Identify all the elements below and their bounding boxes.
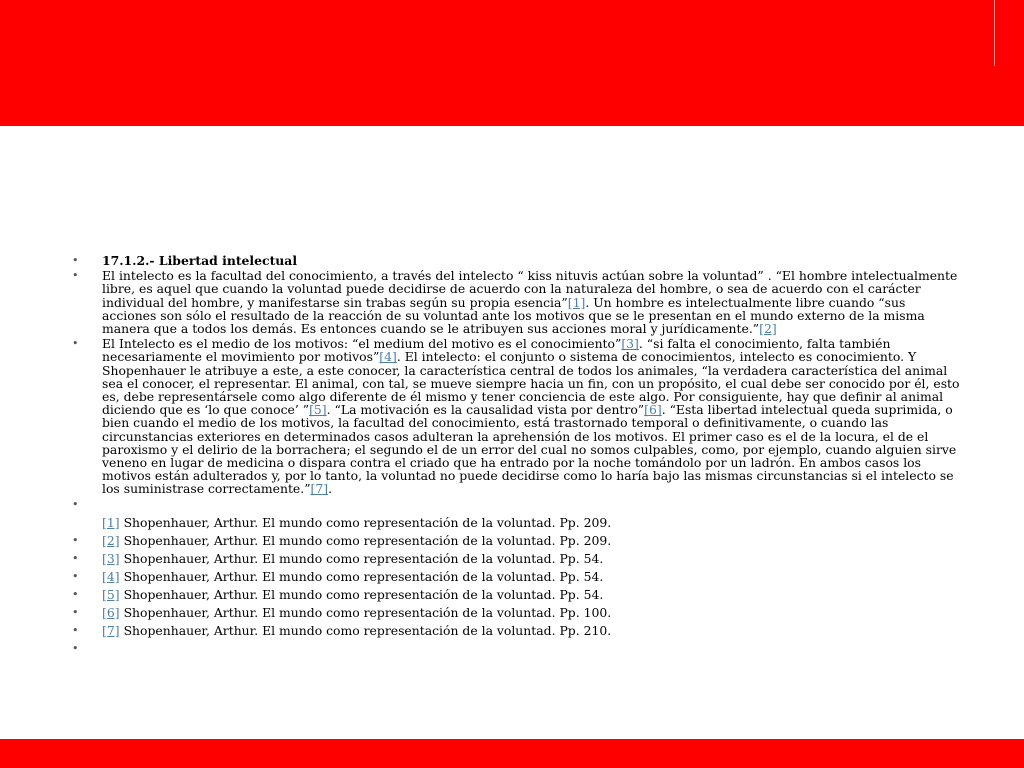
footnote-text: Shopenhauer, Arthur. El mundo como representación de la voluntad. Pp. 100. bbox=[123, 604, 612, 620]
footnote-ref-link[interactable]: [1] bbox=[567, 294, 586, 310]
footnote-back-link[interactable]: [7] bbox=[102, 622, 120, 638]
paragraph-text: . “si falta el conocimiento, falta también necesariamente el movimiento por motivos” bbox=[102, 336, 891, 365]
paragraph-text: . El intelecto: el conjunto o sistema de conocimientos, intelecto es conocimiento. Y Shopenhauer le atribuye a este, a este conocer, la característica central de todos los animales, “la verdadera característica del animal sea el conocer, el representar. El animal, con tal, se mueve siempre hacia un fin, con un propósito, el cual debe ser conocido por él, esto es, debe representársele como algo diferente de él mismo y tener conciencia de este algo. Por consiguiente, hay que definir al animal diciendo que es ‘lo que conoce’ ” bbox=[102, 349, 960, 418]
footer-red-band bbox=[0, 739, 1024, 768]
bullet-icon: • bbox=[72, 254, 79, 267]
bullet-icon: • bbox=[72, 623, 79, 637]
header-divider-line bbox=[994, 0, 995, 66]
footnote-back-link[interactable]: [1] bbox=[102, 514, 120, 530]
bullet-icon: • bbox=[72, 605, 79, 619]
footnote-item bbox=[72, 569, 962, 585]
footnote-text: Shopenhauer, Arthur. El mundo como representación de la voluntad. Pp. 54. bbox=[123, 550, 604, 566]
paragraph-text: . Un hombre es intelectualmente libre cuando “sus acciones son sólo el resultado de la reacción de su voluntad ante los motivos que se le presentan en el mundo externo de la misma manera que a todos los demás. Es entonces cuando se le atribuyen sus acciones moral y jurídicamente.” bbox=[102, 294, 925, 337]
footnote-text: Shopenhauer, Arthur. El mundo como representación de la voluntad. Pp. 209. bbox=[123, 514, 612, 530]
footnote-text: Shopenhauer, Arthur. El mundo como representación de la voluntad. Pp. 54. bbox=[123, 586, 604, 602]
footnote-item bbox=[72, 533, 962, 549]
footnote-back-link[interactable]: [5] bbox=[102, 586, 120, 602]
bullet-icon: • bbox=[72, 269, 79, 283]
bullet-icon: • bbox=[72, 641, 79, 655]
paragraph-text: . “La motivación es la causalidad vista por dentro” bbox=[326, 402, 645, 418]
footnote-ref-link[interactable]: [5] bbox=[309, 402, 327, 418]
paragraph-text: . “Esta libertad intelectual queda suprimida, o bien cuando el medio de los motivos, la facultad del conocimiento, está trastornado temporal o definitivamente, o cuando las circunstancias exteriores en determinados casos adulteran la aprehensión de los motivos. El primer caso es el de la locura, el de el paroxismo y el delirio de la borrachera; el segundo el de un error del cual no somos culpables, como, por ejemplo, cuando alguien sirve veneno en lugar de medicina o dispara contra el criado que ha entrado por la noche tomándolo por un ladrón. En ambos casos los motivos están adulterados y, por lo tanto, la voluntad no puede decidirse como lo haría bajo las mismas circunstancias si el intelecto se los suministrase correctamente.” bbox=[102, 402, 957, 497]
footnote-back-link[interactable]: [6] bbox=[102, 604, 120, 620]
footnote-back-link[interactable]: [2] bbox=[102, 532, 120, 548]
slide-content bbox=[72, 254, 962, 656]
list-item-empty bbox=[72, 498, 962, 511]
list-item-paragraph-2 bbox=[72, 337, 962, 495]
section-heading: 17.1.2.- Libertad intelectual bbox=[102, 253, 298, 268]
bullet-icon: • bbox=[72, 533, 79, 547]
list-item-empty bbox=[72, 641, 962, 654]
bullet-icon: • bbox=[72, 497, 79, 511]
footnote-back-link[interactable]: [3] bbox=[102, 550, 120, 566]
footnote-ref-link[interactable]: [4] bbox=[379, 349, 397, 365]
paragraph-text: . bbox=[328, 481, 333, 497]
header-red-band bbox=[0, 0, 1024, 126]
footnote-text: Shopenhauer, Arthur. El mundo como representación de la voluntad. Pp. 54. bbox=[123, 568, 604, 584]
bullet-icon: • bbox=[72, 587, 79, 601]
list-item-heading bbox=[72, 254, 962, 267]
footnote-item bbox=[72, 605, 962, 621]
footnote-item bbox=[72, 515, 962, 531]
bullet-list bbox=[72, 254, 962, 511]
bullet-icon: • bbox=[72, 551, 79, 565]
paragraph-text: El Intelecto es el medio de los motivos: “el medium del motivo es el conocimiento” bbox=[102, 336, 622, 352]
footnote-ref-link[interactable]: [7] bbox=[310, 481, 329, 497]
footnote-item bbox=[72, 587, 962, 603]
footnote-text: Shopenhauer, Arthur. El mundo como representación de la voluntad. Pp. 210. bbox=[123, 622, 612, 638]
bullet-icon: • bbox=[72, 337, 79, 351]
footnote-item bbox=[72, 623, 962, 639]
footnote-ref-link[interactable]: [6] bbox=[644, 402, 662, 418]
footnote-text: Shopenhauer, Arthur. El mundo como representación de la voluntad. Pp. 209. bbox=[123, 532, 612, 548]
footnote-ref-link[interactable]: [2] bbox=[759, 321, 777, 337]
bullet-icon: • bbox=[72, 569, 79, 583]
paragraph-text: El intelecto es la facultad del conocimiento, a través del intelecto “ kiss nituvis actúan sobre la voluntad” . “El hombre intelectualmente libre, es aquel que cuando la voluntad puede decidirse de acuerdo con la naturaleza del hombre, o sea de acuerdo con el carácter individual del hombre, y manifestarse sin trabas según su propia esencia” bbox=[102, 268, 958, 310]
footnote-back-link[interactable]: [4] bbox=[102, 568, 120, 584]
footnote-list bbox=[72, 515, 962, 654]
footnote-ref-link[interactable]: [3] bbox=[621, 336, 639, 352]
footnote-item bbox=[72, 551, 962, 567]
list-item-paragraph-1 bbox=[72, 269, 962, 335]
